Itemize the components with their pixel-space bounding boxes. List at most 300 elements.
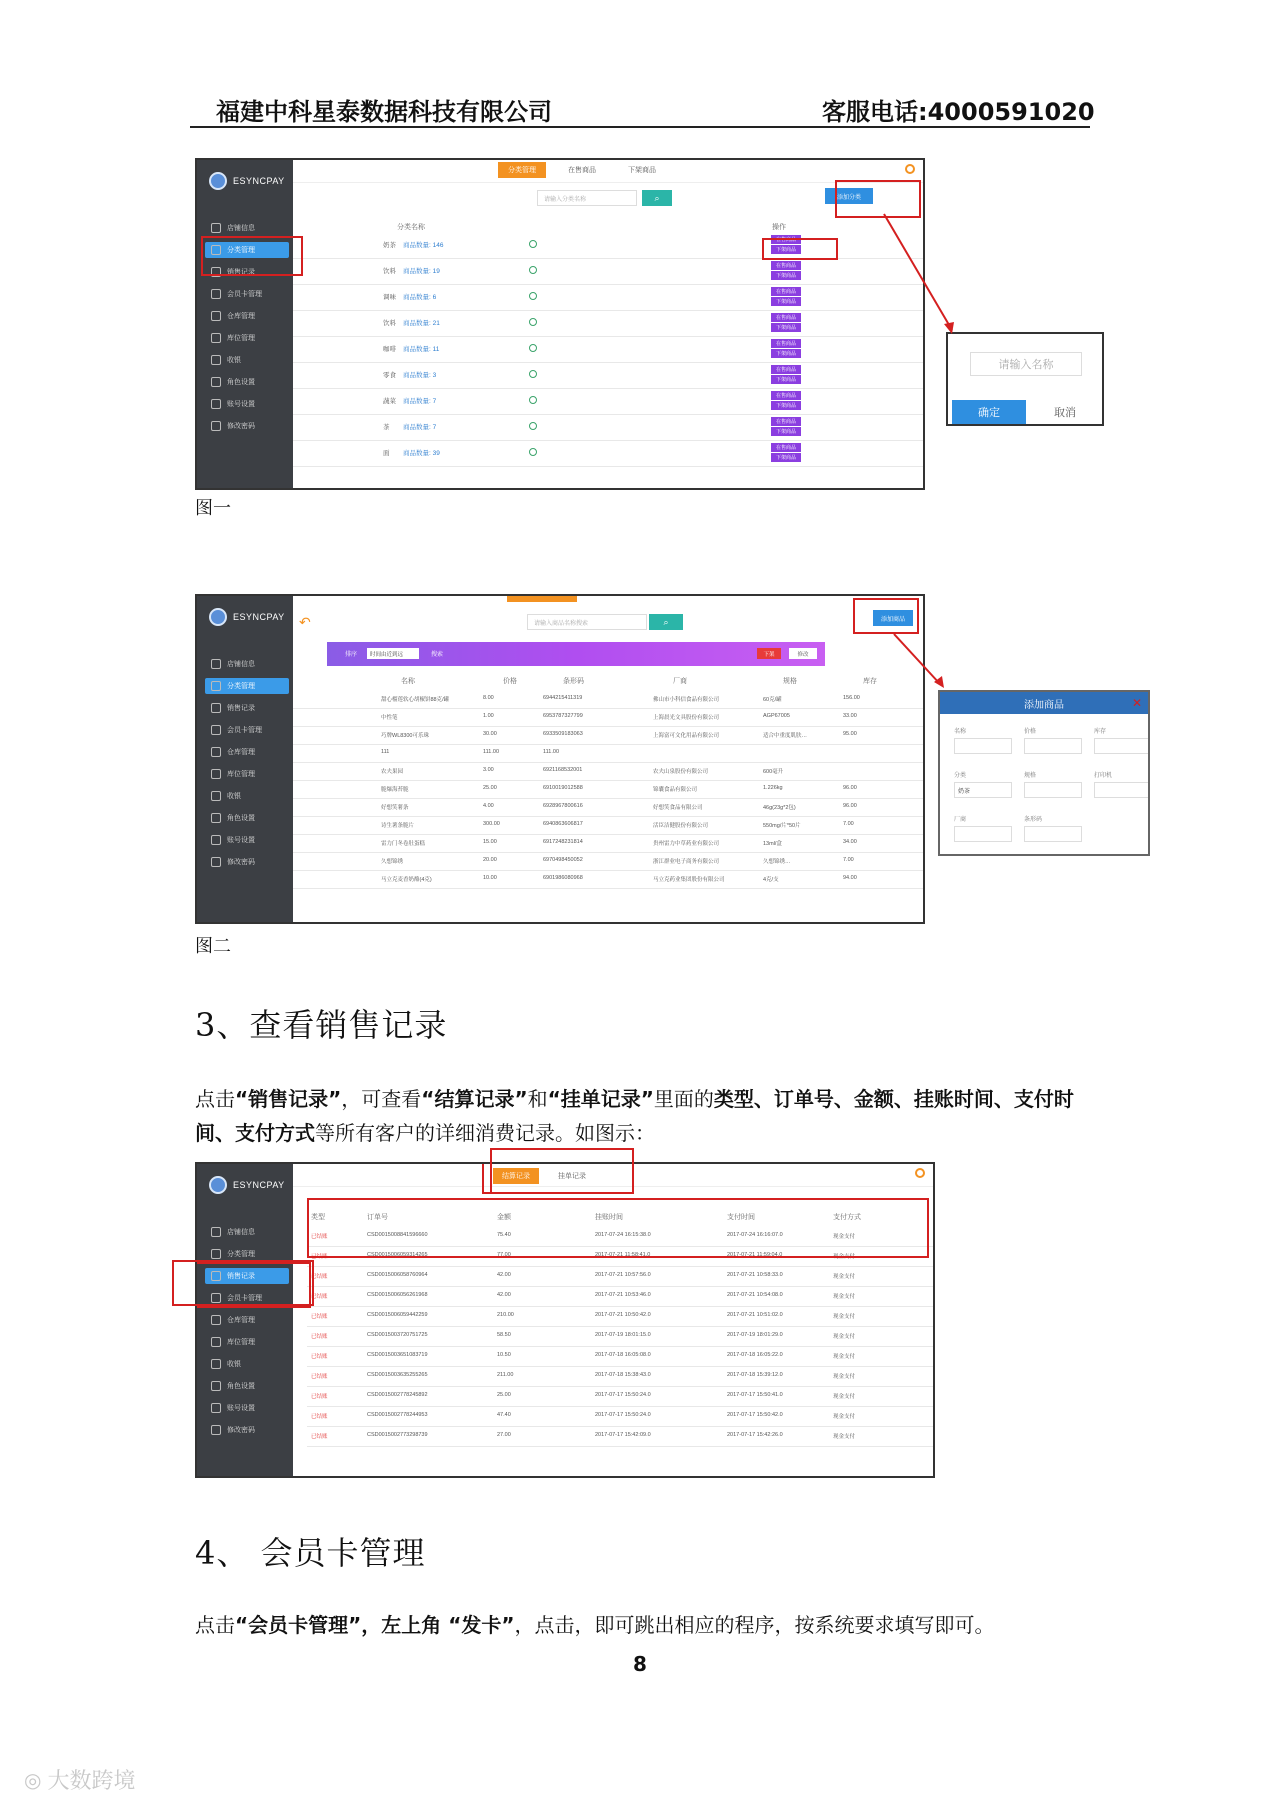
check-icon [529,448,537,456]
table-row [293,780,923,799]
table-cell: 现金支付 [833,1414,856,1420]
product-count: 商品数量: 6 [403,294,437,301]
table-cell: 2017-07-21 10:57:56.0 [595,1272,651,1278]
table-cell: 现金支付 [833,1434,856,1440]
column-header: 价格 [503,678,517,685]
table-cell: CSD0015006058760964 [367,1272,428,1278]
table-cell: 现金支付 [833,1334,856,1340]
sidebar-item[interactable] [205,308,289,324]
on-sale-button[interactable]: 在售商品 [771,339,801,348]
sidebar-item[interactable] [205,656,289,672]
table-cell: 已结账 [311,1334,328,1340]
sidebar-item[interactable] [205,678,289,694]
brand [209,608,285,626]
table-cell: 2017-07-17 15:50:24.0 [595,1392,651,1398]
add-product-button[interactable]: 添加商品 [873,610,913,626]
table-cell: 浙江群业电子商务有限公司 [653,859,720,865]
sidebar-item[interactable] [205,1400,289,1416]
highlight-sidebar-sales-outer [172,1260,314,1306]
product-count: 商品数量: 7 [403,398,437,405]
sidebar-item[interactable] [205,352,289,368]
text-bold: “销售记录” [235,1087,342,1111]
table-cell: 马立克药业集团股份有限公司 [653,877,725,883]
menu-icon [211,1359,221,1369]
table-cell: CSD0015006056261968 [367,1292,428,1298]
off-shelf-button[interactable]: 下架商品 [771,427,801,436]
active-tab-indicator [507,596,577,602]
on-sale-button[interactable]: 在售商品 [771,261,801,270]
category-name: 咖啡 [383,346,396,353]
sidebar-item-label: 角色设置 [227,815,255,822]
on-sale-button[interactable]: 在售商品 [771,391,801,400]
column-header: 条形码 [563,678,584,685]
sidebar-item[interactable] [205,766,289,782]
col-category-name: 分类名称 [397,224,425,231]
figure2-caption: 图二 [195,936,231,957]
table-cell: 已结账 [311,1354,328,1360]
menu-icon [211,1403,221,1413]
sidebar-item-label: 分类管理 [227,1251,255,1258]
category-name: 零食 [383,372,396,379]
table-cell: CSD0015002778244953 [367,1412,428,1418]
table-row [293,798,923,817]
on-sale-button[interactable]: 在售商品 [771,287,801,296]
column-header: 支付时间 [727,1214,755,1221]
sidebar-item-label: 销售记录 [227,269,255,276]
sidebar-item[interactable] [205,286,289,302]
sidebar-item-label: 账号设置 [227,401,255,408]
menu-icon [211,857,221,867]
table-cell: 111.00 [483,749,500,755]
table-cell: 现金支付 [833,1294,856,1300]
sidebar-item[interactable] [205,418,289,434]
table-cell: 6928967800616 [543,803,583,809]
topbar [293,160,923,183]
table-cell: 已结账 [311,1394,328,1400]
table-cell: 2017-07-18 16:05:22.0 [727,1352,783,1358]
table-cell: 现金支付 [833,1374,856,1380]
figure3-screenshot [195,1162,935,1478]
table-row [293,852,923,871]
table-cell: 550mg/片*50片 [763,823,801,829]
filter-bar [327,642,825,666]
sidebar-item-label: 修改密码 [227,859,255,866]
off-shelf-button[interactable]: 下架商品 [771,323,801,332]
text: ，点击，即可跳出相应的程序，按系统要求填写即可。 [514,1613,995,1637]
table-cell: 贵州雷力中草药业有限公司 [653,841,720,847]
table-cell: AGP67005 [763,713,790,719]
dialog-cancel-button[interactable]: 取消 [1054,407,1076,419]
table-cell: 农夫山泉股份有限公司 [653,769,709,775]
off-shelf-button[interactable]: 下架 [757,648,781,659]
table-cell: 46g(23g*2包) [763,805,796,811]
table-cell: 2017-07-17 15:50:42.0 [727,1412,783,1418]
table-cell: 600毫升 [763,769,784,775]
table-cell: 雷力门冬卷肚蛋糕 [381,841,426,847]
sidebar-item[interactable] [205,788,289,804]
category-name: 奶茶 [383,242,396,249]
menu-icon [211,399,221,409]
table-cell: 211.00 [497,1372,514,1378]
sidebar-item[interactable] [205,854,289,870]
menu-icon [211,1315,221,1325]
table-row [293,726,923,745]
text-bold: “结算记录” [421,1087,528,1111]
table-row [293,414,923,441]
table-cell: 2017-07-19 18:01:29.0 [727,1332,783,1338]
power-icon[interactable] [905,164,915,174]
search-icon[interactable]: ⌕ [642,190,672,206]
category-name: 茶 [383,424,390,431]
menu-icon [211,835,221,845]
column-header: 类型 [311,1214,325,1221]
table-cell: 6917248231814 [543,839,583,845]
table-row [293,284,923,311]
table-cell: 6921168532001 [543,767,583,773]
text: 和 [527,1087,548,1111]
figure2-screenshot [195,594,925,924]
sidebar-item[interactable] [205,1312,289,1328]
sidebar-item[interactable] [205,832,289,848]
category-name: 饮料 [383,320,396,327]
column-header: 挂账时间 [595,1214,623,1221]
text: ，可查看 [341,1087,422,1111]
table-cell: 13ml/盒 [763,841,782,847]
section3-heading: 3、查看销售记录 [195,1006,448,1044]
table-row [293,388,923,415]
menu-icon [211,377,221,387]
filter-label: 排序 [345,652,358,658]
table-cell: 96.00 [843,785,857,791]
product-count: 商品数量: 146 [403,242,444,249]
figure1-screenshot [195,158,925,490]
field-input[interactable] [1024,738,1082,754]
off-shelf-button[interactable]: 下架商品 [771,271,801,280]
sidebar-item[interactable] [205,810,289,826]
add-product-dialog [938,690,1150,856]
menu-icon [211,1249,221,1259]
table-cell: CSD0015002773298739 [367,1432,428,1438]
table-cell: 6910019012588 [543,785,583,791]
table-cell: 诗生薯条脆片 [381,823,415,829]
on-sale-button[interactable]: 在售商品 [771,443,801,452]
table-cell: 42.00 [497,1272,511,1278]
category-search-input[interactable]: 请输入分类名称 [537,190,637,206]
table-cell: 27.00 [497,1432,511,1438]
menu-icon [211,725,221,735]
text-bold: “会员卡管理”，左上角 “发卡” [235,1613,515,1637]
text-bold: 类型、订单号、金额、挂账时间、支付时间、支付方式 [195,1087,1074,1145]
sidebar-item-label: 仓库管理 [227,313,255,320]
table-cell: 111.00 [543,749,560,755]
section3-paragraph [195,1082,1095,1150]
table-row [293,690,923,709]
table-cell: 已结账 [311,1254,328,1260]
table-cell: 久想锦绣 [381,859,404,865]
table-cell: CSD0015002778245892 [367,1392,428,1398]
off-shelf-button[interactable]: 下架商品 [771,375,801,384]
table-row [293,834,923,853]
table-cell: 20.00 [483,857,497,863]
back-arrow-icon[interactable]: ↶ [299,614,311,630]
field-label: 厂商 [954,817,967,823]
table-cell: CSD0015003651083719 [367,1352,428,1358]
table-cell: 已结账 [311,1374,328,1380]
table-cell: 2017-07-17 15:50:24.0 [595,1412,651,1418]
sidebar [197,1164,293,1476]
tab-category[interactable]: 分类管理 [498,162,546,178]
brand [209,1176,285,1194]
table-cell: 6901986080968 [543,875,583,881]
tab-settlement-records[interactable]: 结算记录 [493,1168,539,1184]
sidebar-item[interactable] [205,1334,289,1350]
field-label: 条形码 [1024,817,1043,823]
table-cell: 巧牌WL8300可乐珠 [381,733,429,739]
off-shelf-button[interactable]: 下架商品 [771,401,801,410]
sidebar-item-label: 库位管理 [227,335,255,342]
dialog-title: 添加商品 [940,692,1148,714]
sidebar-item[interactable] [205,330,289,346]
company-name: 福建中科星泰数据科技有限公司 [216,98,552,126]
sidebar-item-label: 收银 [227,1361,241,1368]
sidebar-item-label: 会员卡管理 [227,1295,262,1302]
sidebar-item-label: 仓库管理 [227,1317,255,1324]
table-cell: 42.00 [497,1292,511,1298]
sidebar-item[interactable] [205,722,289,738]
table-cell: 锦囊食品有限公司 [653,787,698,793]
table-cell: 2017-07-18 15:39:12.0 [727,1372,783,1378]
table-cell: 脆爆海苔脆 [381,787,409,793]
power-icon[interactable] [915,1168,925,1178]
table-cell: 适合中重度肌肤… [763,733,808,739]
field-label: 规格 [1024,773,1037,779]
watermark-logo-icon: ◎ [24,1767,42,1792]
table-cell: 7.00 [843,857,854,863]
table-row [293,440,923,467]
table-cell: 47.40 [497,1412,511,1418]
sidebar-item-label: 会员卡管理 [227,727,262,734]
product-count: 商品数量: 19 [403,268,440,275]
column-header: 订单号 [367,1214,388,1221]
service-phone: 客服电话:4000591020 [822,98,1095,126]
on-sale-button[interactable]: 在售商品 [771,417,801,426]
dialog-name-input[interactable]: 请输入名称 [970,352,1082,376]
sidebar-item-label: 收银 [227,357,241,364]
sidebar-item-label: 销售记录 [227,1273,255,1280]
table-cell: 156.00 [843,695,860,701]
product-count: 商品数量: 21 [403,320,440,327]
table-cell: 10.50 [497,1352,511,1358]
table-cell: 300.00 [483,821,500,827]
menu-icon [211,223,221,233]
field-label: 价格 [1024,729,1037,735]
table-cell: 15.00 [483,839,497,845]
table-cell: 2017-07-17 15:42:09.0 [595,1432,651,1438]
search-icon[interactable]: ⌕ [649,614,683,630]
sidebar-item-label: 账号设置 [227,1405,255,1412]
sidebar-item-label: 仓库管理 [227,749,255,756]
table-cell: 77.00 [497,1252,511,1258]
category-name: 面 [383,450,390,457]
close-icon[interactable]: ✕ [1131,696,1142,710]
sidebar-item[interactable] [205,1378,289,1394]
tab-on-sale[interactable]: 在售商品 [568,167,596,174]
table-cell: 现金支付 [833,1394,856,1400]
table-cell: 7.00 [843,821,854,827]
table-cell: 2017-07-24 16:15:38.0 [595,1232,651,1238]
table-row [293,870,923,889]
column-header: 厂商 [673,678,687,685]
table-row [307,1306,933,1327]
section4-heading: 4、 会员卡管理 [195,1534,426,1572]
sidebar-item-label: 店铺信息 [227,1229,255,1236]
table-cell: 2017-07-18 16:05:08.0 [595,1352,651,1358]
table-cell: 6953787327799 [543,713,583,719]
table-cell: 25.00 [497,1392,511,1398]
text: 等所有客户的详细消费记录。如图示： [315,1121,655,1145]
check-icon [529,240,537,248]
category-name: 饮料 [383,268,396,275]
field-input[interactable] [954,738,1012,754]
product-search-input[interactable]: 请输入商品名称搜索 [527,614,647,630]
filter-search-button[interactable]: 搜索 [431,652,444,658]
table-cell: 6940863606817 [543,821,583,827]
field-input[interactable] [1094,738,1150,754]
field-input[interactable] [1094,782,1150,798]
field-input[interactable] [1024,826,1082,842]
brand-logo-icon [209,172,227,190]
table-cell: 3.00 [483,767,494,773]
highlight-tabs-outer [490,1148,634,1194]
category-select[interactable]: 奶茶 [958,789,971,795]
arrow-to-dialog [880,210,960,340]
table-cell: 马立克麦香奶酪(4克) [381,877,432,883]
brand-name: ESYNCPAY [233,176,285,186]
table-cell: 好想笑薯条 [381,805,409,811]
sidebar-item-label: 修改密码 [227,423,255,430]
table-cell: CSD0015008841596660 [367,1232,428,1238]
check-icon [529,396,537,404]
sidebar-item-label: 店铺信息 [227,225,255,232]
table-cell: 2017-07-21 10:54:08.0 [727,1292,783,1298]
field-input[interactable] [954,826,1012,842]
name-dialog [946,332,1104,426]
sidebar-item-label: 销售记录 [227,705,255,712]
table-cell: 6933509183063 [543,731,583,737]
page-number: 8 [633,1652,647,1676]
sort-select[interactable]: 时间由近到远 [367,648,419,659]
edit-button[interactable]: 修改 [789,648,817,659]
table-cell: 久想锦绣… [763,859,791,865]
off-shelf-button[interactable]: 下架商品 [771,349,801,358]
table-cell: 6944215411319 [543,695,583,701]
product-count: 商品数量: 11 [403,346,440,353]
table-cell: 60克/罐 [763,697,782,703]
menu-icon [211,659,221,669]
check-icon [529,266,537,274]
sidebar-item[interactable] [205,1422,289,1438]
off-shelf-button[interactable]: 下架商品 [771,453,801,462]
sidebar-item-label: 会员卡管理 [227,291,262,298]
table-cell: 已结账 [311,1434,328,1440]
sidebar [197,160,293,488]
sidebar-item-label: 分类管理 [227,683,255,690]
table-row [307,1266,933,1287]
sidebar-item[interactable] [205,220,289,236]
sidebar-item[interactable] [205,1224,289,1240]
on-sale-button[interactable]: 在售商品 [771,313,801,322]
table-cell: 96.00 [843,803,857,809]
highlight-add-product [853,598,919,634]
sidebar-item[interactable] [205,700,289,716]
check-icon [529,318,537,326]
on-sale-button[interactable]: 在售商品 [771,365,801,374]
table-row [293,310,923,337]
off-shelf-button[interactable]: 下架商品 [771,245,801,254]
table-cell: 2017-07-19 18:01:15.0 [595,1332,651,1338]
dialog-confirm-button[interactable]: 确定 [952,400,1026,424]
menu-icon [211,791,221,801]
table-cell: 已结账 [311,1274,328,1280]
figure1-caption: 图一 [195,498,231,519]
table-cell: 1.226kg [763,785,783,791]
text: 点击 [195,1613,235,1637]
brand-logo-icon [209,1176,227,1194]
table-cell: 34.00 [843,839,857,845]
table-cell: 75.40 [497,1232,511,1238]
table-row [293,336,923,363]
table-cell: 111 [381,749,390,755]
table-cell: 活臣洁健股份有限公司 [653,823,709,829]
highlight-first-record [307,1198,929,1258]
menu-icon [211,1425,221,1435]
off-shelf-button[interactable]: 下架商品 [771,297,801,306]
field-input[interactable] [1024,782,1082,798]
sidebar-item[interactable] [205,744,289,760]
tab-pending-records[interactable]: 挂单记录 [558,1173,586,1180]
sidebar-item-label: 角色设置 [227,379,255,386]
table-cell: 30.00 [483,731,497,737]
product-count: 商品数量: 39 [403,450,440,457]
table-cell: 2017-07-21 10:53:46.0 [595,1292,651,1298]
field-label: 分类 [954,773,967,779]
sidebar-item[interactable] [205,374,289,390]
menu-icon [211,289,221,299]
table-cell: 中性笔 [381,715,398,721]
table-row [293,258,923,285]
sidebar-item[interactable] [205,1356,289,1372]
menu-icon [211,355,221,365]
brand-logo-icon [209,608,227,626]
on-sale-button[interactable]: 在售商品 [771,235,801,244]
table-cell: 2017-07-21 10:58:33.0 [727,1272,783,1278]
sidebar-item[interactable] [205,396,289,412]
menu-icon [211,333,221,343]
menu-icon [211,747,221,757]
menu-icon [211,311,221,321]
menu-icon [211,769,221,779]
check-icon [529,344,537,352]
table-cell: 佛山市小科信食品有限公司 [653,697,720,703]
menu-icon [211,1337,221,1347]
tab-off-shelf[interactable]: 下架商品 [628,167,656,174]
table-cell: 已结账 [311,1234,328,1240]
table-row [293,708,923,727]
table-cell: 上海晨光文具股份有限公司 [653,715,720,721]
table-cell: 2017-07-21 11:58:41.0 [595,1252,651,1258]
table-row [307,1406,933,1427]
table-cell: 2017-07-21 11:59:04.0 [727,1252,783,1258]
